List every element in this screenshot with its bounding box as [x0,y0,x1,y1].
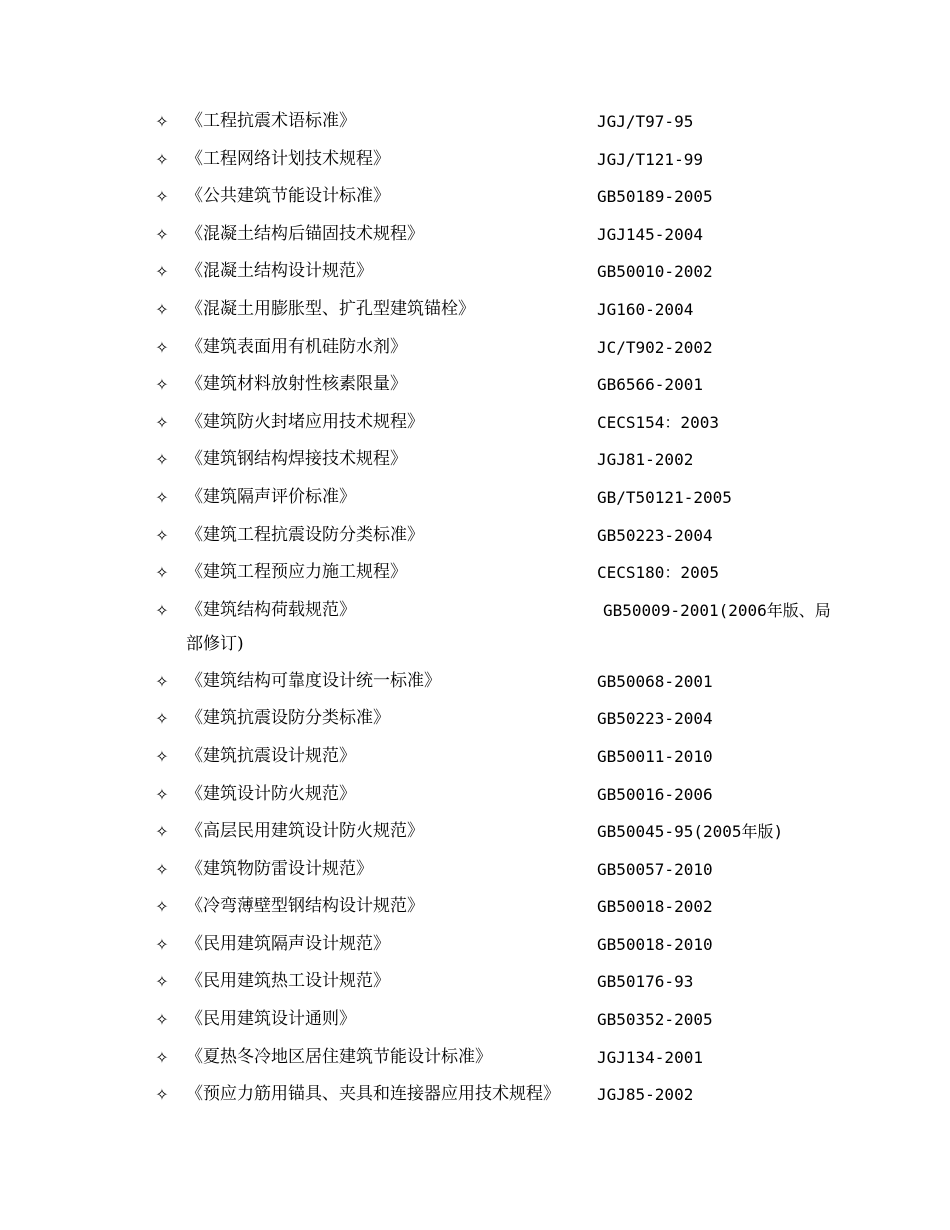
list-item [0,1039,950,1077]
list-item [0,441,950,479]
diamond-star-icon: ✧ [155,375,169,395]
standard-code: GB50068-2001 [597,671,713,691]
standard-title: 《建筑材料放射性核素限量》 [186,374,407,395]
list-item [0,366,950,404]
diamond-star-icon: ✧ [155,262,169,282]
standard-title: 《高层民用建筑设计防火规范》 [186,821,424,842]
standard-code: JC/T902-2002 [597,337,713,357]
standard-code: GB50009-2001(2006年版、局 [603,600,831,620]
standard-code: JGJ85-2002 [597,1085,694,1105]
standard-title: 《建筑结构荷载规范》 [186,599,356,620]
standard-title: 《建筑表面用有机硅防水剂》 [186,336,407,357]
standard-title: 《民用建筑隔声设计规范》 [186,933,390,954]
standard-title: 《建筑工程抗震设防分类标准》 [186,524,424,545]
list-item [0,291,950,329]
diamond-star-icon: ✧ [155,187,169,207]
standard-title: 《建筑防火封堵应用技术规程》 [186,411,424,432]
list-item [0,253,950,291]
standards-list [0,103,950,1114]
list-item [0,663,950,701]
diamond-star-icon: ✧ [155,563,169,583]
standard-code: JGJ81-2002 [597,450,694,470]
diamond-star-icon: ✧ [155,934,169,954]
standard-code: GB50176-93 [597,972,694,992]
standard-code: JGJ145-2004 [597,224,703,244]
standard-code: GB50010-2002 [597,262,713,282]
list-item [0,738,950,776]
standard-title: 《混凝土结构后锚固技术规程》 [186,223,424,244]
list-item [0,700,950,738]
standard-title: 《冷弯薄壁型钢结构设计规范》 [186,896,424,917]
diamond-star-icon: ✧ [155,450,169,470]
diamond-star-icon: ✧ [155,299,169,319]
diamond-star-icon: ✧ [155,709,169,729]
standard-title: 《建筑工程预应力施工规程》 [186,562,407,583]
standard-title: 《建筑抗震设计规范》 [186,745,356,766]
list-item [0,554,950,592]
standard-code: CECS180：2005 [597,563,719,583]
diamond-star-icon: ✧ [155,224,169,244]
list-item [0,592,950,663]
diamond-star-icon: ✧ [155,822,169,842]
list-item [0,963,950,1001]
standard-code: JG160-2004 [597,299,694,319]
standard-title: 《工程网络计划技术规程》 [186,148,390,169]
standard-code: GB50223-2004 [597,709,713,729]
diamond-star-icon: ✧ [155,671,169,691]
standard-code: CECS154：2003 [597,412,719,432]
list-item [0,926,950,964]
standard-code: GB50018-2010 [597,934,713,954]
list-item [0,329,950,367]
diamond-star-icon: ✧ [155,149,169,169]
diamond-star-icon: ✧ [155,1010,169,1030]
standard-code: GB50016-2006 [597,784,713,804]
list-item [0,776,950,814]
standard-code: GB50045-95(2005年版) [597,822,784,842]
standard-title: 《民用建筑热工设计规范》 [186,971,390,992]
diamond-star-icon: ✧ [155,972,169,992]
standard-code: GB50011-2010 [597,746,713,766]
standard-code: GB50189-2005 [597,187,713,207]
standard-title: 《建筑抗震设防分类标准》 [186,708,390,729]
diamond-star-icon: ✧ [155,337,169,357]
standard-code: JGJ134-2001 [597,1047,703,1067]
list-item [0,1001,950,1039]
diamond-star-icon: ✧ [155,746,169,766]
list-item [0,479,950,517]
diamond-star-icon: ✧ [155,600,169,620]
diamond-star-icon: ✧ [155,859,169,879]
list-item [0,1076,950,1114]
list-item [0,216,950,254]
standard-title: 《工程抗震术语标准》 [186,111,356,131]
diamond-star-icon: ✧ [155,1047,169,1067]
standard-title: 《建筑隔声评价标准》 [186,486,356,507]
standard-code: GB50057-2010 [597,859,713,879]
standard-title: 《建筑物防雷设计规范》 [186,858,373,879]
list-item [0,141,950,179]
diamond-star-icon: ✧ [155,487,169,507]
list-item [0,813,950,851]
standard-code: GB/T50121-2005 [597,487,732,507]
diamond-star-icon: ✧ [155,112,169,131]
standard-title: 《民用建筑设计通则》 [186,1009,356,1030]
list-item [0,404,950,442]
standard-code: GB6566-2001 [597,375,703,395]
standard-title: 《混凝土结构设计规范》 [186,261,373,282]
diamond-star-icon: ✧ [155,784,169,804]
standard-code-continuation: 部修订) [186,633,244,654]
standard-title: 《混凝土用膨胀型、扩孔型建筑锚栓》 [186,298,475,319]
standard-code: GB50018-2002 [597,897,713,917]
list-item [0,888,950,926]
standard-code: GB50223-2004 [597,525,713,545]
standard-title: 《建筑钢结构焊接技术规程》 [186,449,407,470]
list-item [0,178,950,216]
standard-code: JGJ/T97-95 [597,112,694,131]
diamond-star-icon: ✧ [155,412,169,432]
list-item [0,517,950,555]
standard-code: JGJ/T121-99 [597,149,703,169]
diamond-star-icon: ✧ [155,525,169,545]
diamond-star-icon: ✧ [155,1085,169,1105]
standard-title: 《建筑设计防火规范》 [186,783,356,804]
standard-code: GB50352-2005 [597,1010,713,1030]
list-item [0,103,950,141]
list-item [0,851,950,889]
standard-title: 《建筑结构可靠度设计统一标准》 [186,670,441,691]
standard-title: 《夏热冬冷地区居住建筑节能设计标准》 [186,1046,492,1067]
standard-title: 《公共建筑节能设计标准》 [186,186,390,207]
standard-title: 《预应力筋用锚具、夹具和连接器应用技术规程》 [186,1084,560,1105]
diamond-star-icon: ✧ [155,897,169,917]
